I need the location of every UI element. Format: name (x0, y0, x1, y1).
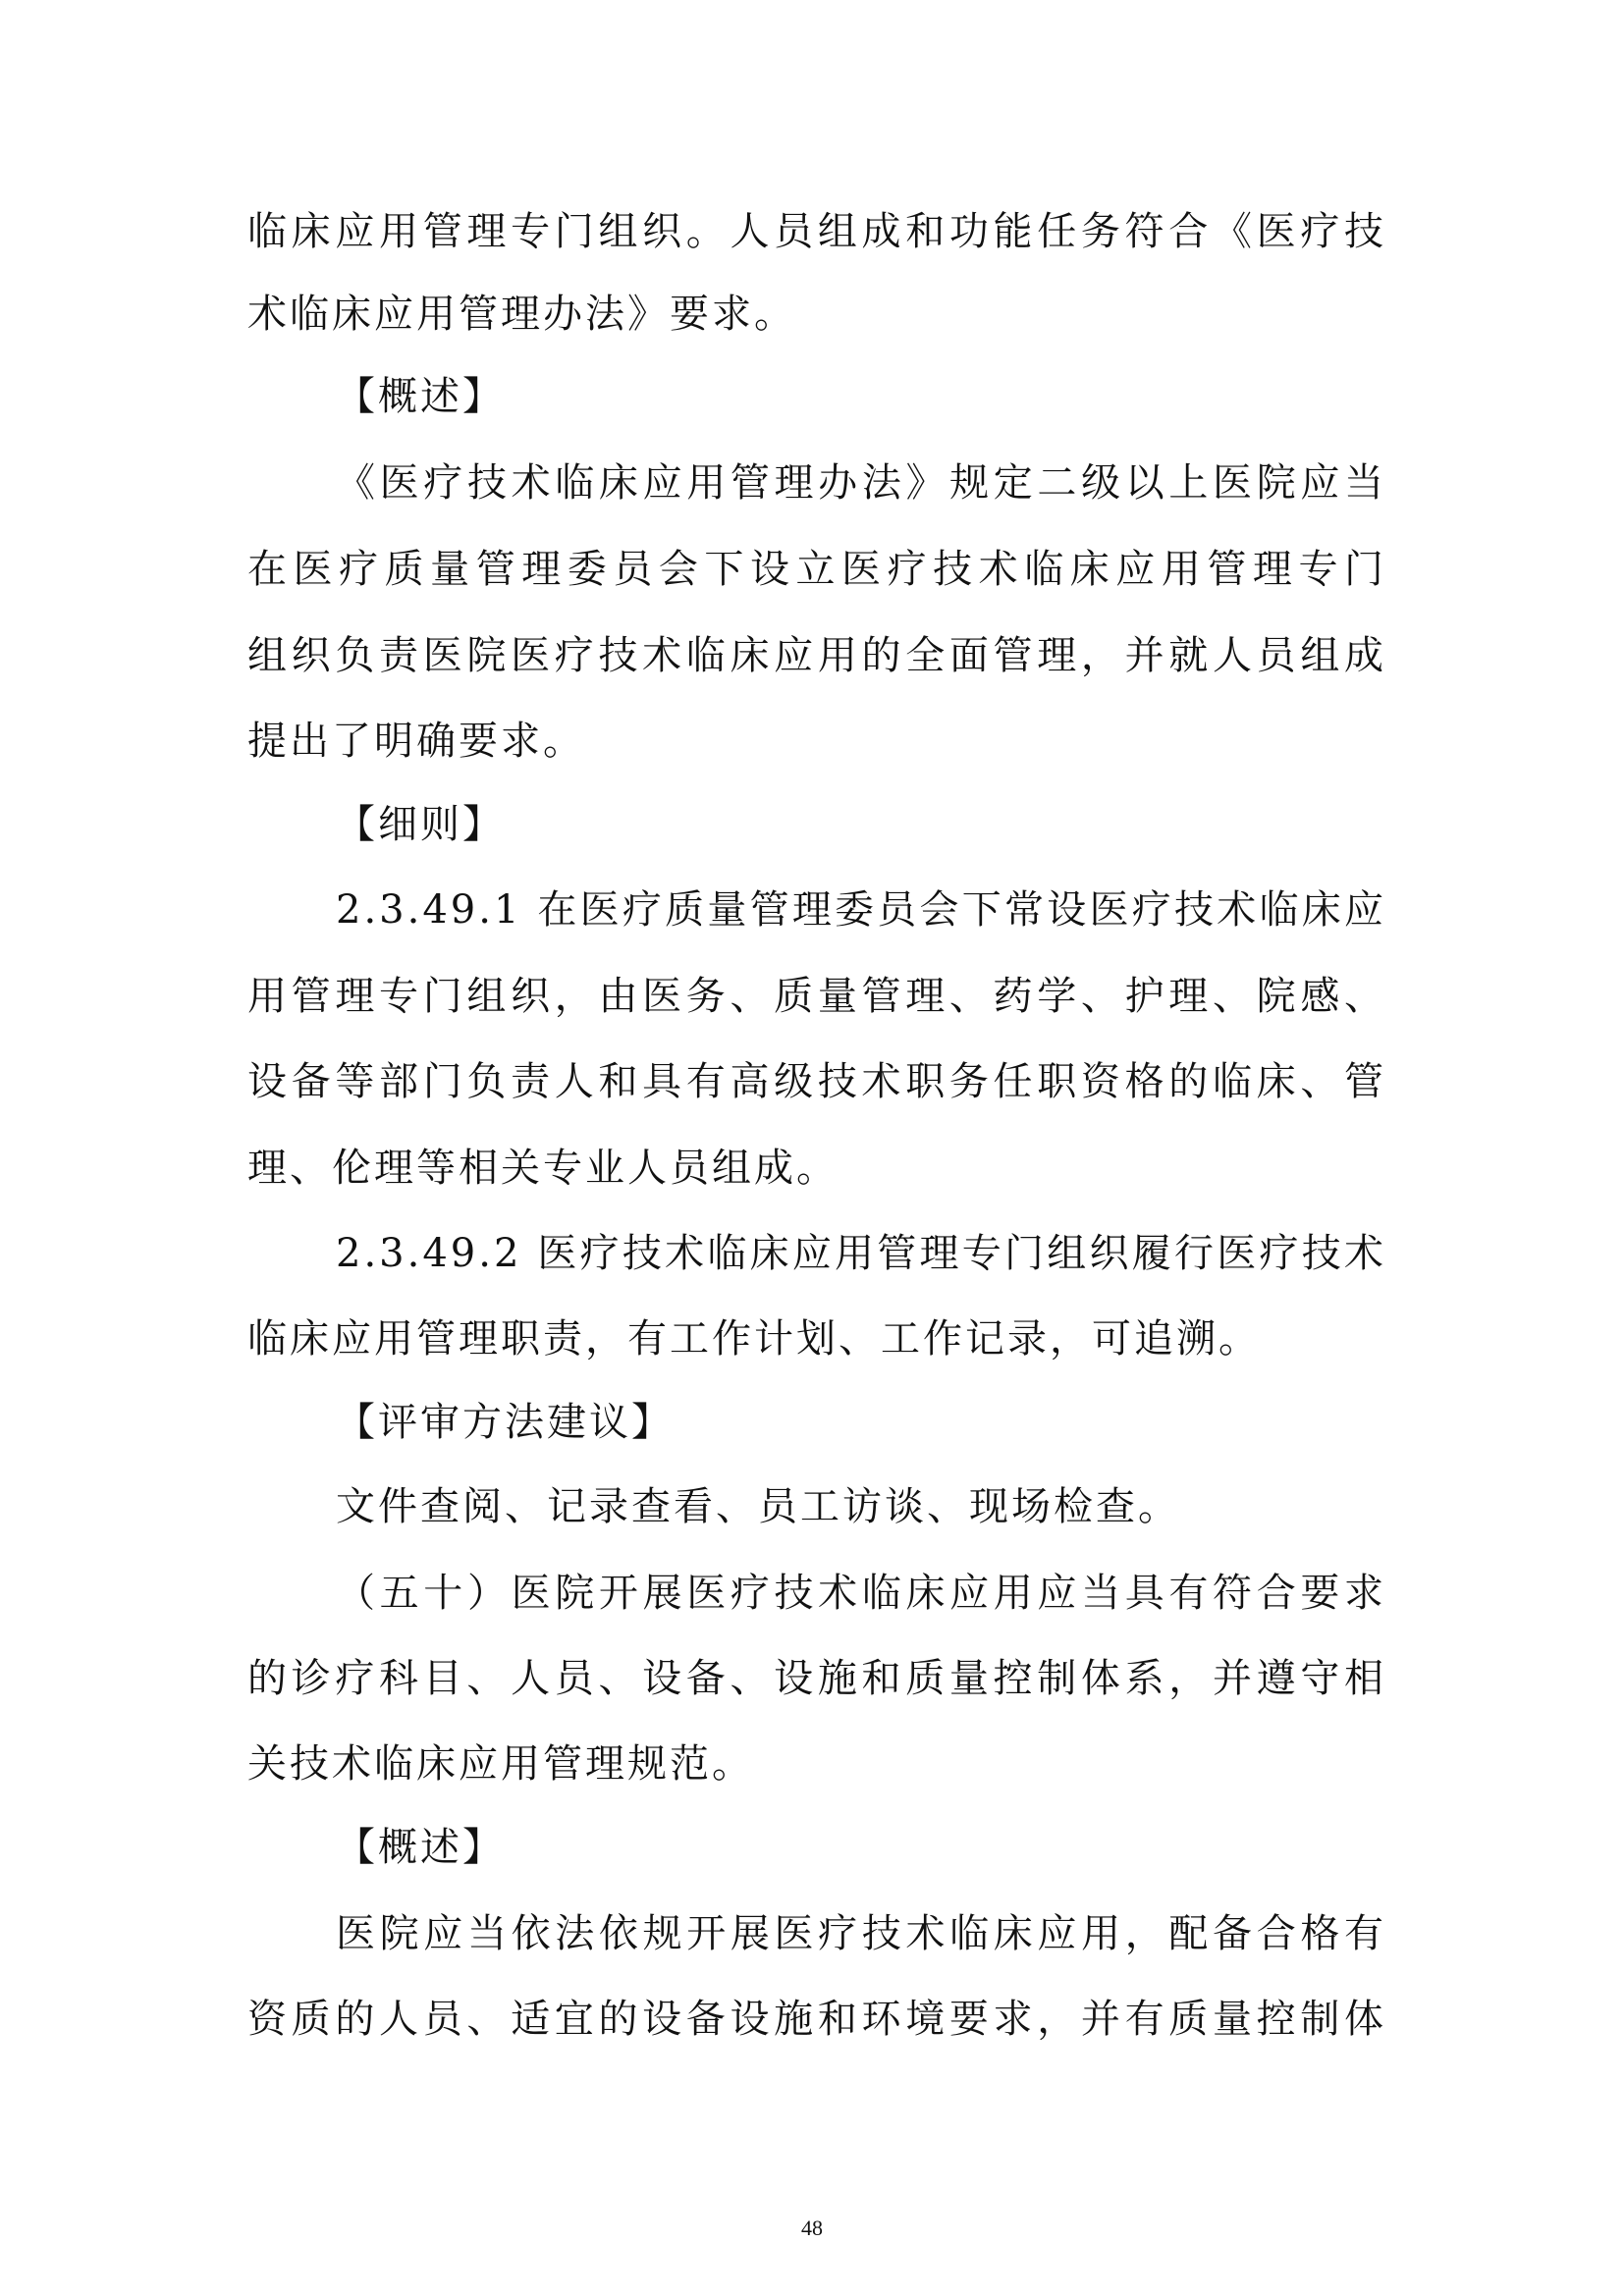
text-line: （五十）医院开展医疗技术临床应用应当具有符合要求 (336, 1571, 1386, 1616)
section-heading: 【评审方法建议】 (336, 1400, 674, 1445)
text-line: 设备等部门负责人和具有高级技术职务任职资格的临床、管 (247, 1059, 1386, 1104)
text-line: 理、伦理等相关专业人员组成。 (247, 1146, 839, 1191)
text-line: 医院应当依法依规开展医疗技术临床应用，配备合格有 (336, 1911, 1386, 1956)
text-line: 《医疗技术临床应用管理办法》规定二级以上医院应当 (336, 460, 1386, 506)
text-line: 2.3.49.2 医疗技术临床应用管理专门组织履行医疗技术 (336, 1231, 1386, 1276)
text-line: 临床应用管理职责，有工作计划、工作记录，可追溯。 (247, 1316, 1261, 1362)
text-line: 资质的人员、适宜的设备设施和环境要求，并有质量控制体 (247, 1997, 1386, 2042)
text-line: 术临床应用管理办法》要求。 (247, 292, 796, 337)
text-line: 关技术临床应用管理规范。 (247, 1741, 754, 1787)
text-line: 文件查阅、记录查看、员工访谈、现场检查。 (336, 1484, 1180, 1529)
page-number: 48 (801, 2216, 823, 2240)
text-line: 的诊疗科目、人员、设备、设施和质量控制体系，并遵守相 (247, 1656, 1386, 1701)
text-line: 临床应用管理专门组织。人员组成和功能任务符合《医疗技 (247, 209, 1386, 254)
text-line: 在医疗质量管理委员会下设立医疗技术临床应用管理专门 (247, 547, 1386, 592)
text-line: 2.3.49.1 在医疗质量管理委员会下常设医疗技术临床应 (336, 887, 1386, 933)
section-heading: 【概述】 (336, 374, 505, 419)
text-line: 提出了明确要求。 (247, 719, 585, 764)
text-line: 组织负责医院医疗技术临床应用的全面管理，并就人员组成 (247, 633, 1386, 678)
text-line: 用管理专门组织，由医务、质量管理、药学、护理、院感、 (247, 974, 1386, 1019)
section-heading: 【细则】 (336, 802, 505, 847)
section-heading: 【概述】 (336, 1825, 505, 1870)
